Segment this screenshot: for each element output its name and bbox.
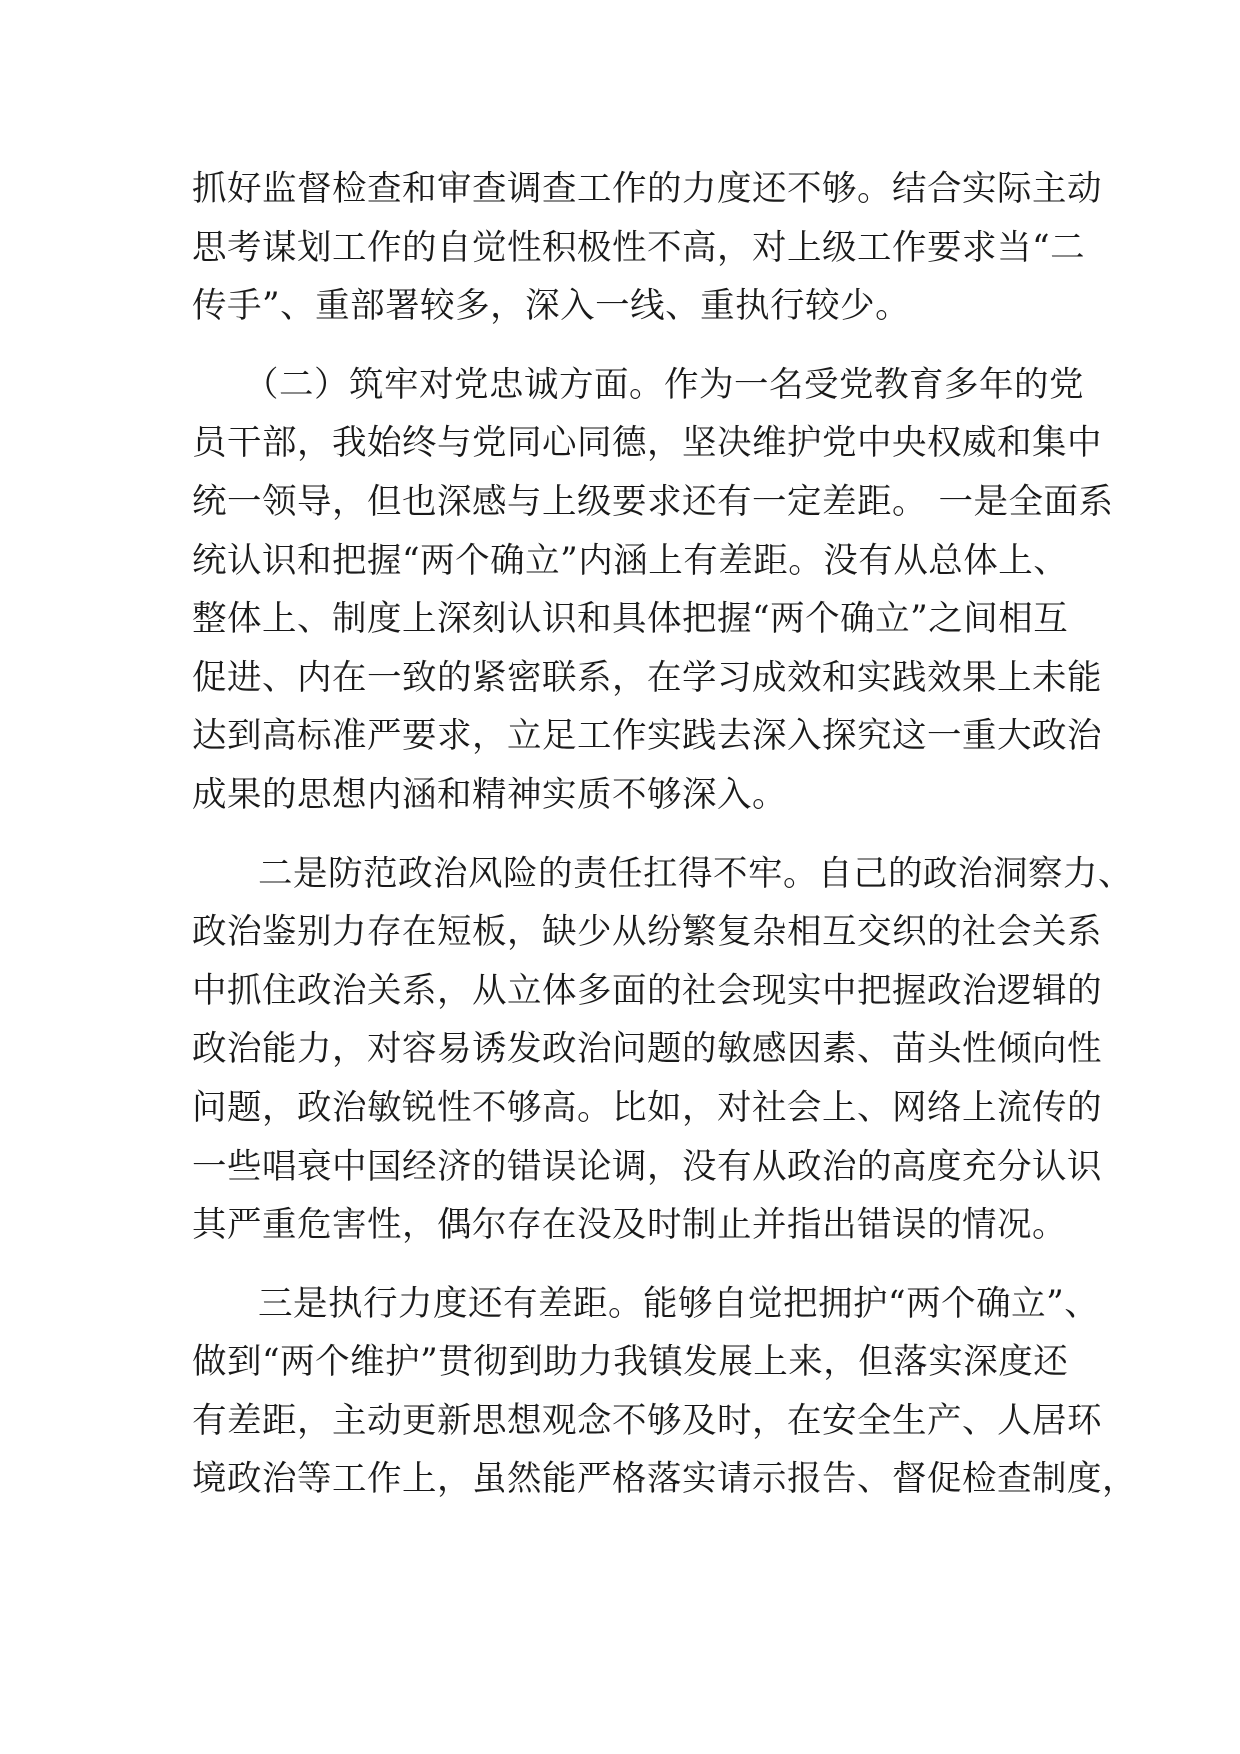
text-line: 传手”、重部署较多，深入一线、重执行较少。 [192, 286, 911, 327]
text-line: 促进、内在一致的紧密联系，在学习成效和实践效果上未能 [192, 657, 1102, 698]
paragraph-1 [192, 160, 1102, 336]
text-line: （二）筑牢对党忠诚方面。作为一名受党教育多年的党 [244, 364, 1084, 405]
document-body [192, 160, 1137, 1509]
text-line: 境政治等工作上，虽然能严格落实请示报告、督促检查制度， [192, 1459, 1137, 1500]
text-line: 三是执行力度还有差距。能够自觉把拥护“两个确立”、 [258, 1283, 1100, 1324]
text-line: 问题，政治敏锐性不够高。比如，对社会上、网络上流传的 [192, 1087, 1102, 1128]
text-line: 中抓住政治关系，从立体多面的社会现实中把握政治逻辑的 [192, 970, 1102, 1011]
paragraph-2 [192, 356, 1114, 825]
text-line: 政治鉴别力存在短板，缺少从纷繁复杂相互交织的社会关系 [192, 912, 1102, 953]
text-line: 有差距，主动更新思想观念不够及时，在安全生产、人居环 [192, 1400, 1102, 1441]
text-line: 思考谋划工作的自觉性积极性不高，对上级工作要求当“二 [192, 227, 1086, 268]
paragraph-4 [192, 1275, 1137, 1509]
text-line: 达到高标准严要求，立足工作实践去深入探究这一重大政治 [192, 716, 1102, 757]
text-line: 抓好监督检查和审查调查工作的力度还不够。结合实际主动 [192, 169, 1102, 209]
text-line: 其严重危害性，偶尔存在没及时制止并指出错误的情况。 [192, 1205, 1067, 1246]
text-line: 一些唱衰中国经济的错误论调，没有从政治的高度充分认识 [192, 1146, 1102, 1187]
paragraph-3 [192, 845, 1133, 1255]
text-line: 整体上、制度上深刻认识和具体把握“两个确立”之间相互 [192, 599, 1069, 640]
text-line: 政治能力，对容易诱发政治问题的敏感因素、苗头性倾向性 [192, 1029, 1102, 1070]
text-line: 二是防范政治风险的责任扛得不牢。自己的政治洞察力、 [258, 853, 1133, 894]
paragraph-spacing [192, 1255, 1052, 1275]
text-line: 员干部，我始终与党同心同德，坚决维护党中央权威和集中 [192, 423, 1102, 464]
paragraph-spacing [192, 336, 1052, 356]
text-line: 统认识和把握“两个确立”内涵上有差距。没有从总体上、 [192, 540, 1069, 581]
paragraph-spacing [192, 825, 1052, 845]
text-line: 成果的思想内涵和精神实质不够深入。 [192, 774, 787, 815]
text-line: 统一领导，但也深感与上级要求还有一定差距。 一是全面系 [192, 481, 1114, 522]
text-line: 做到“两个维护”贯彻到助力我镇发展上来，但落实深度还 [192, 1342, 1069, 1383]
